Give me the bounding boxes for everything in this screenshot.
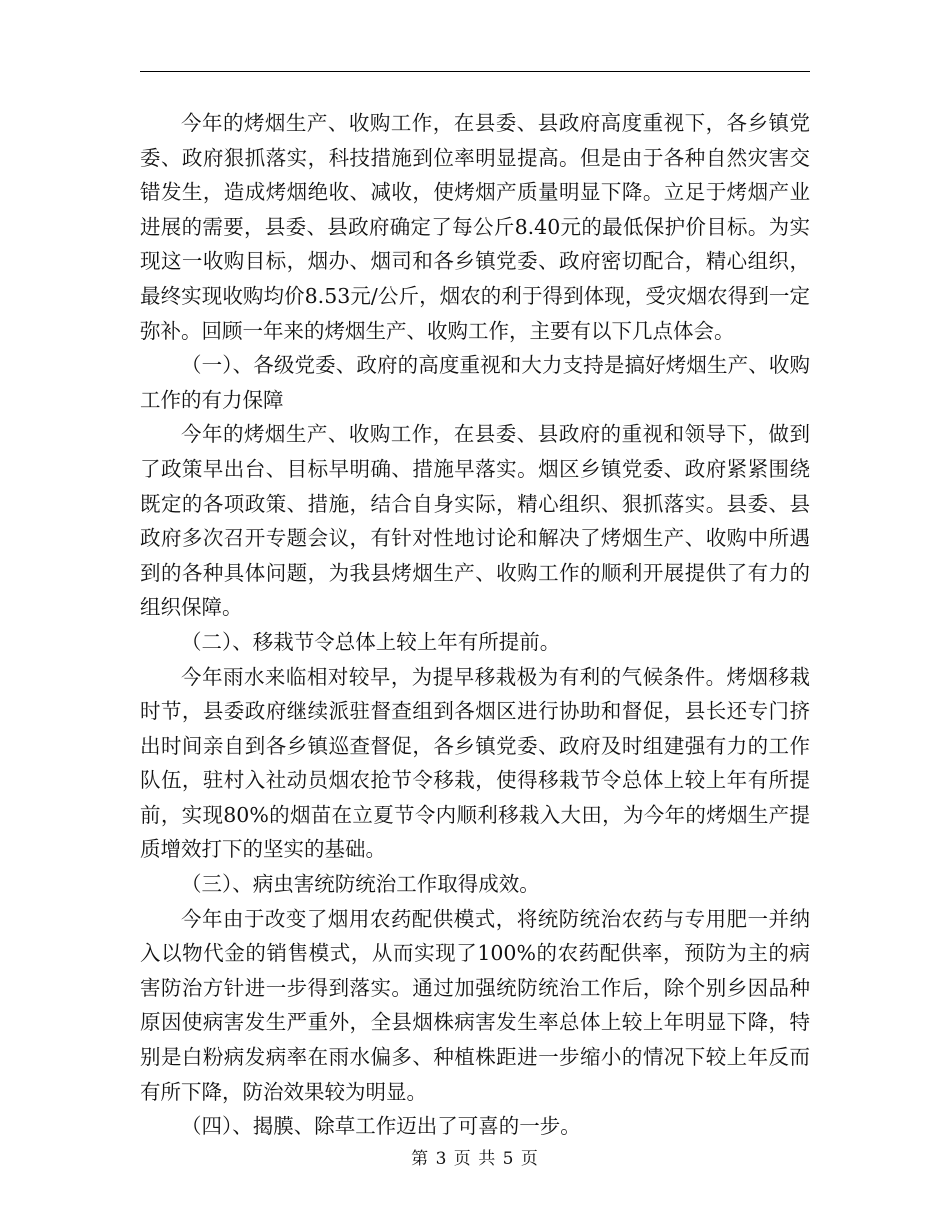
- paragraph-section-2: 今年雨水来临相对较早，为提早移栽极为有利的气候条件。烤烟移栽时节，县委政府继续派驻督查组到各烟区进行协助和督促，县长还专门挤出时间亲自到各乡镇巡查督促，各乡镇党委、政府及时组建强有力的工作队伍，驻村入社动员烟农抢节令移栽，使得移栽节令总体上较上年有所提前，实现80%的烟苗在立夏节令内顺利移栽入大田，为今年的烤烟生产提质增效打下的坚实的基础。: [140, 664, 810, 862]
- header-rule: [140, 71, 810, 72]
- section-heading-3: （三）、病虫害统防统治工作取得成效。: [181, 872, 540, 897]
- section-heading-1: （一）、各级党委、政府的高度重视和大力支持是搞好烤烟生产、收购工作的有力保障: [140, 353, 810, 412]
- paragraph-intro: 今年的烤烟生产、收购工作，在县委、县政府高度重视下，各乡镇党委、政府狠抓落实，科技措施到位率明显提高。但是由于各种自然灾害交错发生，造成烤烟绝收、减收，使烤烟产质量明显下降。立足于烤烟产业进展的需要，县委、县政府确定了每公斤8.40元的最低保护价目标。为实现这一收购目标，烟办、烟司和各乡镇党委、政府密切配合，精心组织，最终实现收购均价8.53元/公斤，烟农的利于得到体现，受灾烟农得到一定弥补。回顾一年来的烤烟生产、收购工作，主要有以下几点体会。: [140, 111, 810, 343]
- page-number-label: 第 3 页 共 5 页: [411, 1149, 539, 1169]
- document-body: [140, 106, 810, 1144]
- section-heading-2: （二）、移栽节令总体上较上年有所提前。: [181, 629, 561, 654]
- paragraph-section-3: 今年由于改变了烟用农药配供模式，将统防统治农药与专用肥一并纳入以物代金的销售模式，从而实现了100%的农药配供率，预防为主的病害防治方针进一步得到落实。通过加强统防统治工作后，除个别乡因品种原因使病害发生严重外，全县烟株病害发生率总体上较上年明显下降，特别是白粉病发病率在雨水偏多、种植株距进一步缩小的情况下较上年反而有所下降，防治效果较为明显。: [140, 906, 810, 1104]
- paragraph-section-1: 今年的烤烟生产、收购工作，在县委、县政府的重视和领导下，做到了政策早出台、目标早明确、措施早落实。烟区乡镇党委、政府紧紧围绕既定的各项政策、措施，结合自身实际，精心组织、狠抓落实。县委、县政府多次召开专题会议，有针对性地讨论和解决了烤烟生产、收购中所遇到的各种具体问题，为我县烤烟生产、收购工作的顺利开展提供了有力的组织保障。: [140, 422, 810, 620]
- page-footer: [0, 1148, 950, 1170]
- section-heading-4: （四）、揭膜、除草工作迈出了可喜的一步。: [181, 1114, 581, 1139]
